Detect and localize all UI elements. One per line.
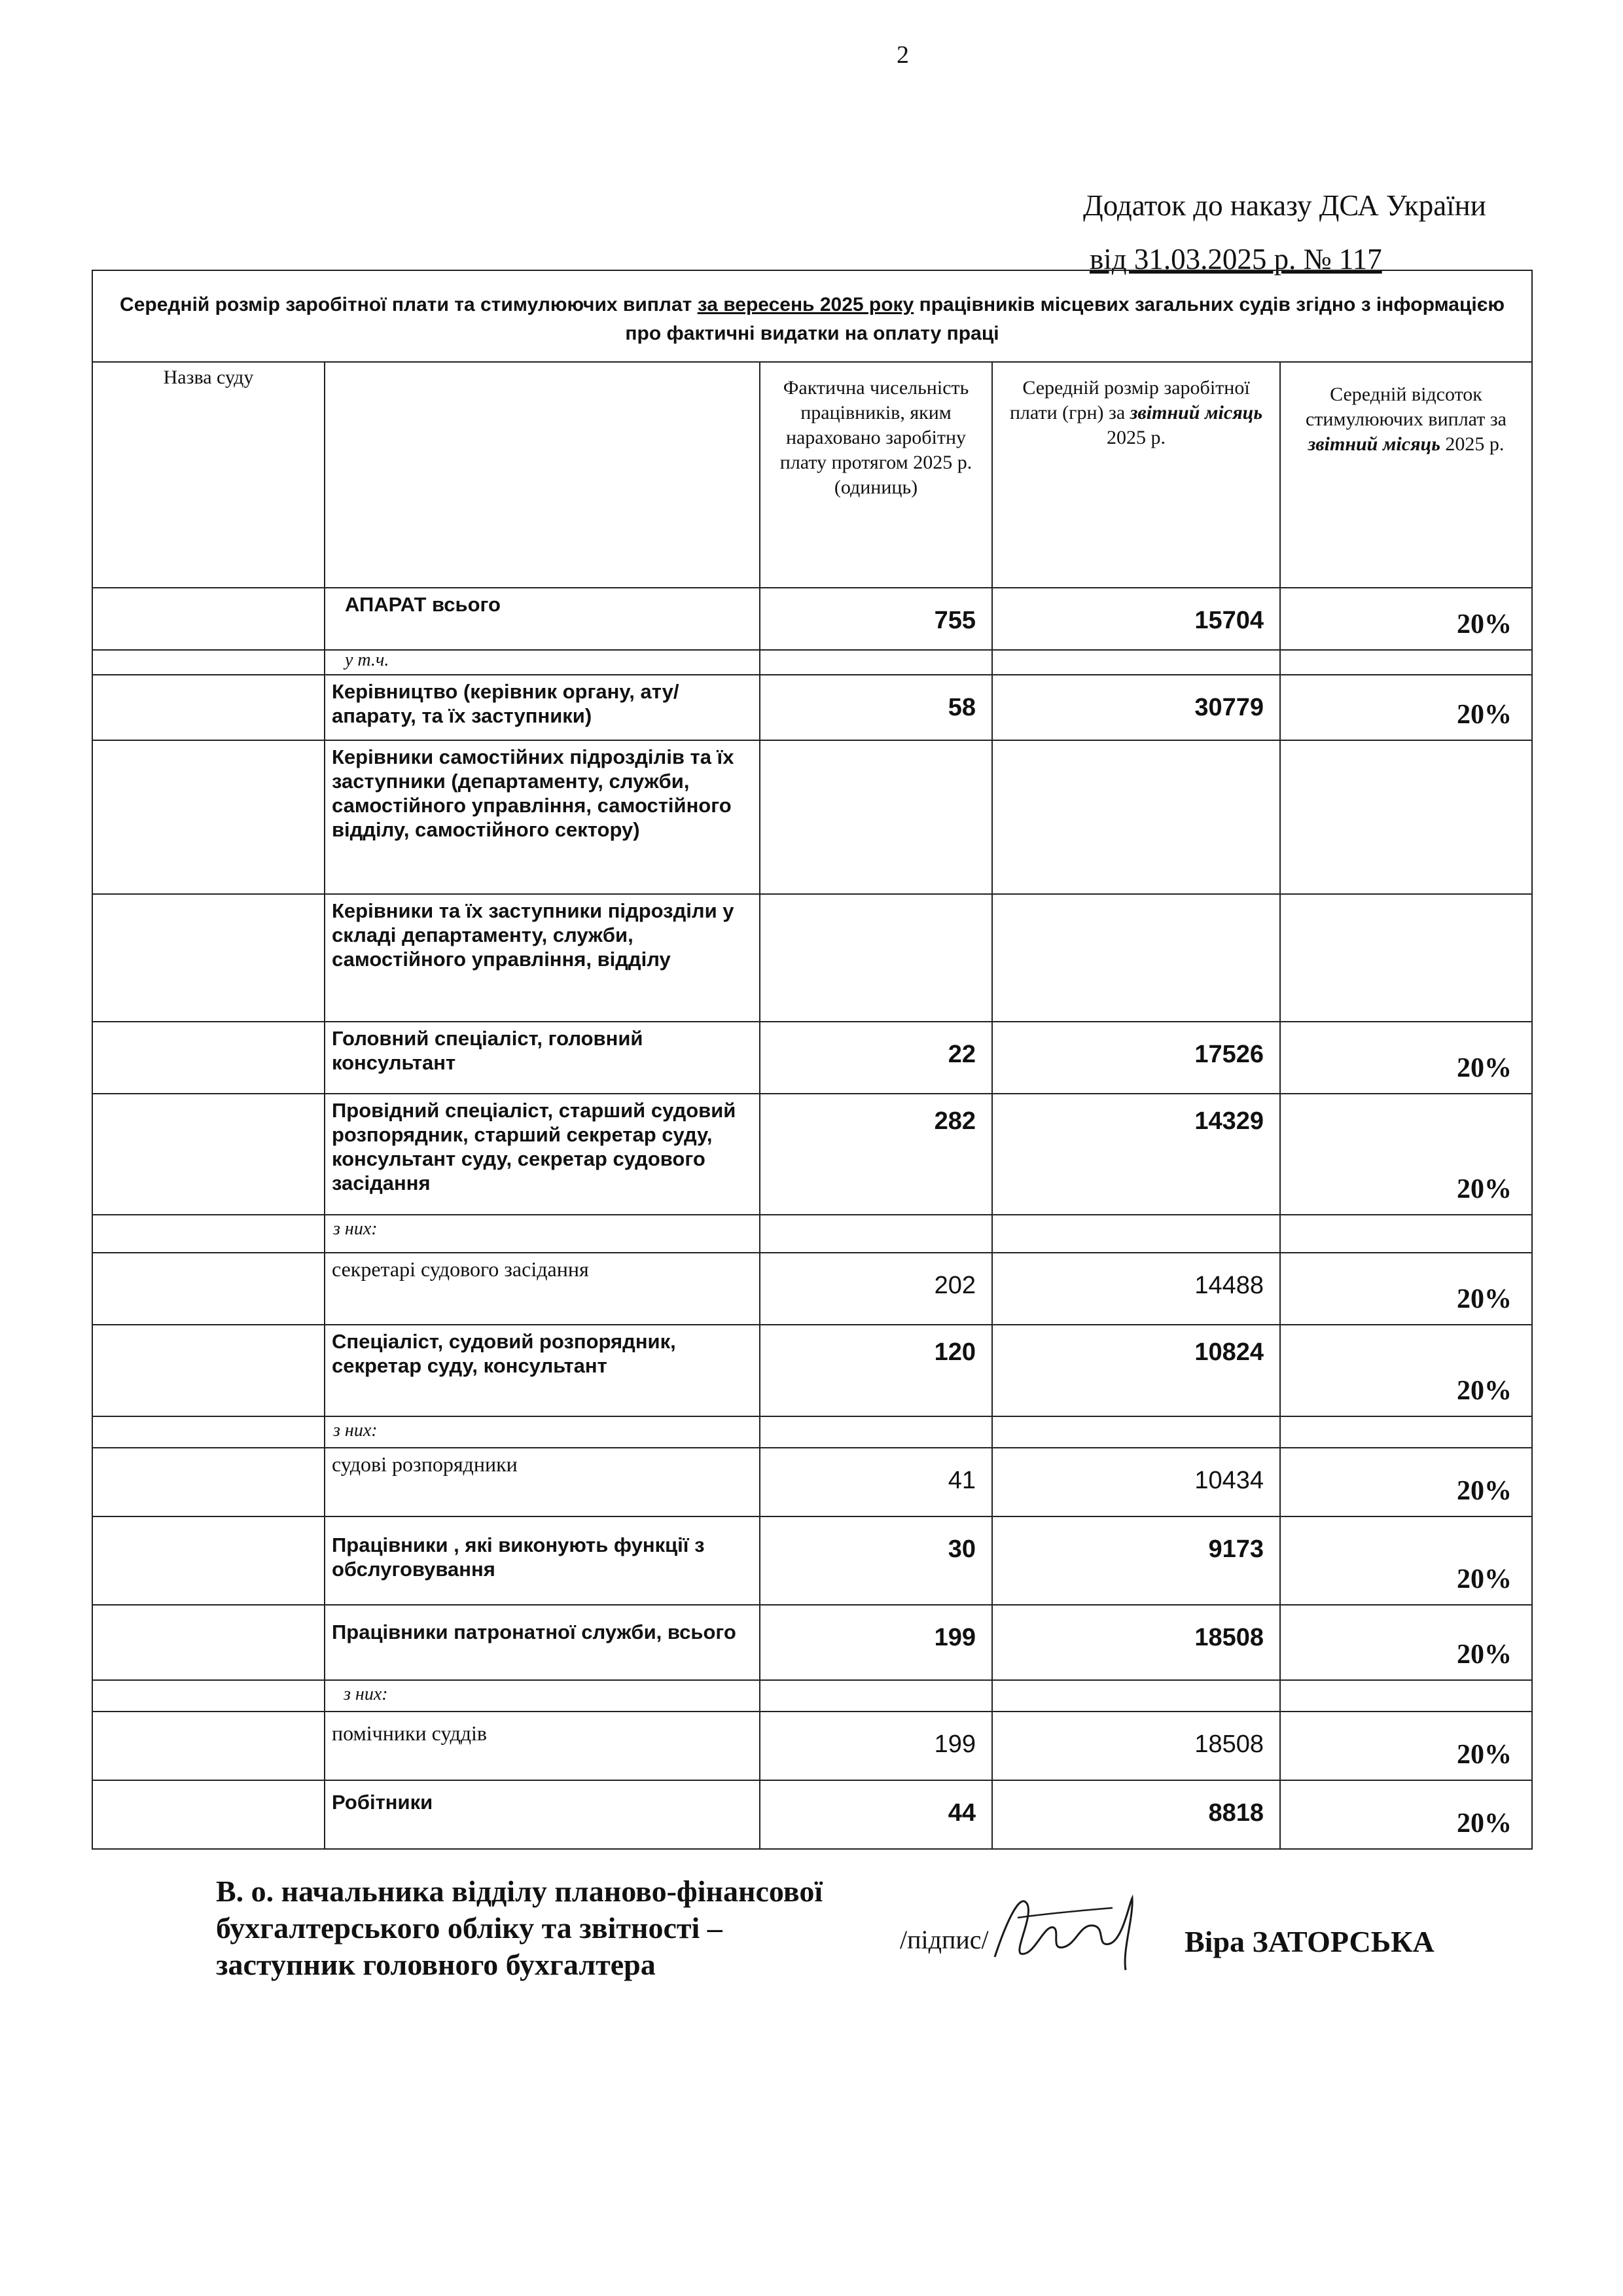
signature-mark: /підпис/ xyxy=(900,1925,989,1954)
signatory-title-line-2: бухгалтерського обліку та звітності – xyxy=(216,1911,722,1945)
table-row xyxy=(92,1680,1532,1712)
bonus-percent-cell xyxy=(1280,1416,1532,1448)
signatory-title xyxy=(216,1873,823,1983)
caption-period: за вересень 2025 року xyxy=(697,294,914,315)
table-row xyxy=(92,894,1532,1022)
headcount-cell: 199 xyxy=(760,1605,992,1680)
salary-cell: 8818 xyxy=(992,1780,1280,1849)
headcount-cell: 755 xyxy=(760,588,992,650)
table-row xyxy=(92,1022,1532,1094)
headcount-cell xyxy=(760,1215,992,1253)
header-avg-salary-year: 2025 р. xyxy=(1107,427,1166,448)
caption-text-end: працівників місцевих загальних судів згідно з інформацією про фактичні видатки на оплату праці xyxy=(625,294,1505,344)
appendix-title: Додаток до наказу ДСА України xyxy=(1083,189,1486,222)
salary-cell: 18508 xyxy=(992,1605,1280,1680)
signature-underline xyxy=(1018,1908,1113,1918)
bonus-percent-cell: 20% xyxy=(1280,1094,1532,1215)
salary-cell: 17526 xyxy=(992,1022,1280,1094)
header-avg-bonus-text: Середній відсоток стимулюючих виплат за xyxy=(1305,384,1507,430)
bonus-percent-cell: 20% xyxy=(1280,1605,1532,1680)
court-cell xyxy=(92,1416,325,1448)
headcount-cell xyxy=(760,740,992,894)
table-row xyxy=(92,740,1532,894)
position-cell: Керівники та їх заступники підрозділи у складі департаменту, служби, самостійного управління, відділу xyxy=(325,894,760,1022)
headcount-cell: 30 xyxy=(760,1516,992,1605)
position-cell: Головний спеціаліст, головний консультант xyxy=(325,1022,760,1094)
position-cell: судові розпорядники xyxy=(325,1448,760,1516)
court-cell xyxy=(92,1215,325,1253)
header-avg-bonus-year: 2025 р. xyxy=(1445,433,1505,455)
table-row xyxy=(92,1605,1532,1680)
bonus-percent-cell: 20% xyxy=(1280,1712,1532,1780)
header-avg-salary xyxy=(992,362,1280,588)
position-cell: секретарі судового засідання xyxy=(325,1253,760,1325)
court-cell xyxy=(92,740,325,894)
header-avg-bonus xyxy=(1280,362,1532,588)
salary-cell: 14488 xyxy=(992,1253,1280,1325)
position-cell: у т.ч. xyxy=(325,650,760,675)
court-cell xyxy=(92,1605,325,1680)
court-cell xyxy=(92,650,325,675)
headcount-cell: 282 xyxy=(760,1094,992,1215)
table-row xyxy=(92,1416,1532,1448)
table-row xyxy=(92,1780,1532,1849)
court-cell xyxy=(92,675,325,740)
signatory-name: Віра ЗАТОРСЬКА xyxy=(1185,1925,1435,1958)
table-row xyxy=(92,1712,1532,1780)
headcount-cell: 22 xyxy=(760,1022,992,1094)
position-cell: Провідний спеціаліст, старший судовий розпорядник, старший секретар суду, консультант суду, секретар судового засідання xyxy=(325,1094,760,1215)
signature-stroke xyxy=(995,1898,1132,1970)
table-caption xyxy=(92,270,1532,362)
position-cell: Працівники патронатної служби, всього xyxy=(325,1605,760,1680)
court-cell xyxy=(92,1448,325,1516)
salary-cell: 10434 xyxy=(992,1448,1280,1516)
handwritten-signature xyxy=(982,1878,1152,1977)
court-cell xyxy=(92,1325,325,1416)
bonus-percent-cell xyxy=(1280,740,1532,894)
position-cell: Спеціаліст, судовий розпорядник, секретар суду, консультант xyxy=(325,1325,760,1416)
table-row xyxy=(92,650,1532,675)
salary-report-table xyxy=(92,270,1533,1850)
table-caption-row xyxy=(92,270,1532,362)
table-row xyxy=(92,1325,1532,1416)
court-cell xyxy=(92,1680,325,1712)
header-row xyxy=(92,362,1532,588)
table-row xyxy=(92,675,1532,740)
bonus-percent-cell: 20% xyxy=(1280,1448,1532,1516)
table-row xyxy=(92,1516,1532,1605)
salary-cell: 30779 xyxy=(992,675,1280,740)
headcount-cell xyxy=(760,1416,992,1448)
salary-cell: 9173 xyxy=(992,1516,1280,1605)
court-cell xyxy=(92,588,325,650)
header-headcount: Фактична чисельність працівників, яким нараховано заробітну плату протягом 2025 р. (одиниць) xyxy=(760,362,992,588)
signatory-title-line-1: В. о. начальника відділу планово-фінансової xyxy=(216,1874,823,1908)
page-number: 2 xyxy=(897,41,909,69)
bonus-percent-cell: 20% xyxy=(1280,1253,1532,1325)
headcount-cell: 58 xyxy=(760,675,992,740)
signatory-title-line-3: заступник головного бухгалтера xyxy=(216,1948,656,1981)
position-cell: Керівництво (керівник органу, ату/апарату, та їх заступники) xyxy=(325,675,760,740)
header-avg-salary-text: Середній розмір заробітної плати (грн) за xyxy=(1009,377,1250,423)
bonus-percent-cell: 20% xyxy=(1280,675,1532,740)
position-cell: Керівники самостійних підрозділів та їх заступники (департаменту, служби, самостійного управління, самостійного відділу, самостійного сектору) xyxy=(325,740,760,894)
header-court-name: Назва суду xyxy=(92,362,325,588)
headcount-cell xyxy=(760,1680,992,1712)
position-cell: помічники суддів xyxy=(325,1712,760,1780)
position-cell: Працівники , які виконують функції з обслуговування xyxy=(325,1516,760,1605)
headcount-cell: 199 xyxy=(760,1712,992,1780)
table-row xyxy=(92,1448,1532,1516)
salary-cell: 14329 xyxy=(992,1094,1280,1215)
bonus-percent-cell xyxy=(1280,1215,1532,1253)
position-cell: з них: xyxy=(325,1416,760,1448)
salary-cell: 10824 xyxy=(992,1325,1280,1416)
position-cell: з них: xyxy=(325,1680,760,1712)
court-cell xyxy=(92,1516,325,1605)
court-cell xyxy=(92,1253,325,1325)
bonus-percent-cell: 20% xyxy=(1280,1325,1532,1416)
salary-cell xyxy=(992,1215,1280,1253)
header-position xyxy=(325,362,760,588)
position-cell: АПАРАТ всього xyxy=(325,588,760,650)
bonus-percent-cell xyxy=(1280,894,1532,1022)
salary-cell xyxy=(992,740,1280,894)
bonus-percent-cell: 20% xyxy=(1280,1022,1532,1094)
court-cell xyxy=(92,894,325,1022)
table-row xyxy=(92,1215,1532,1253)
salary-cell xyxy=(992,1680,1280,1712)
caption-text-start: Середній розмір заробітної плати та стимулюючих виплат xyxy=(120,294,698,315)
headcount-cell: 44 xyxy=(760,1780,992,1849)
table-row xyxy=(92,1253,1532,1325)
table-row xyxy=(92,588,1532,650)
position-cell: Робітники xyxy=(325,1780,760,1849)
bonus-percent-cell xyxy=(1280,650,1532,675)
salary-cell: 18508 xyxy=(992,1712,1280,1780)
court-cell xyxy=(92,1712,325,1780)
headcount-cell: 120 xyxy=(760,1325,992,1416)
headcount-cell xyxy=(760,894,992,1022)
header-avg-salary-month: звітний місяць xyxy=(1130,402,1263,423)
headcount-cell: 41 xyxy=(760,1448,992,1516)
court-cell xyxy=(92,1022,325,1094)
headcount-cell: 202 xyxy=(760,1253,992,1325)
salary-cell xyxy=(992,650,1280,675)
order-reference-text: від 31.03.2025 р. № 117 xyxy=(1090,243,1382,276)
bonus-percent-cell: 20% xyxy=(1280,1516,1532,1605)
salary-cell: 15704 xyxy=(992,588,1280,650)
court-cell xyxy=(92,1094,325,1215)
bonus-percent-cell: 20% xyxy=(1280,588,1532,650)
salary-cell xyxy=(992,894,1280,1022)
bonus-percent-cell: 20% xyxy=(1280,1780,1532,1849)
headcount-cell xyxy=(760,650,992,675)
court-cell xyxy=(92,1780,325,1849)
salary-cell xyxy=(992,1416,1280,1448)
table-row xyxy=(92,1094,1532,1215)
bonus-percent-cell xyxy=(1280,1680,1532,1712)
header-avg-bonus-month: звітний місяць xyxy=(1308,433,1440,455)
position-cell: з них: xyxy=(325,1215,760,1253)
